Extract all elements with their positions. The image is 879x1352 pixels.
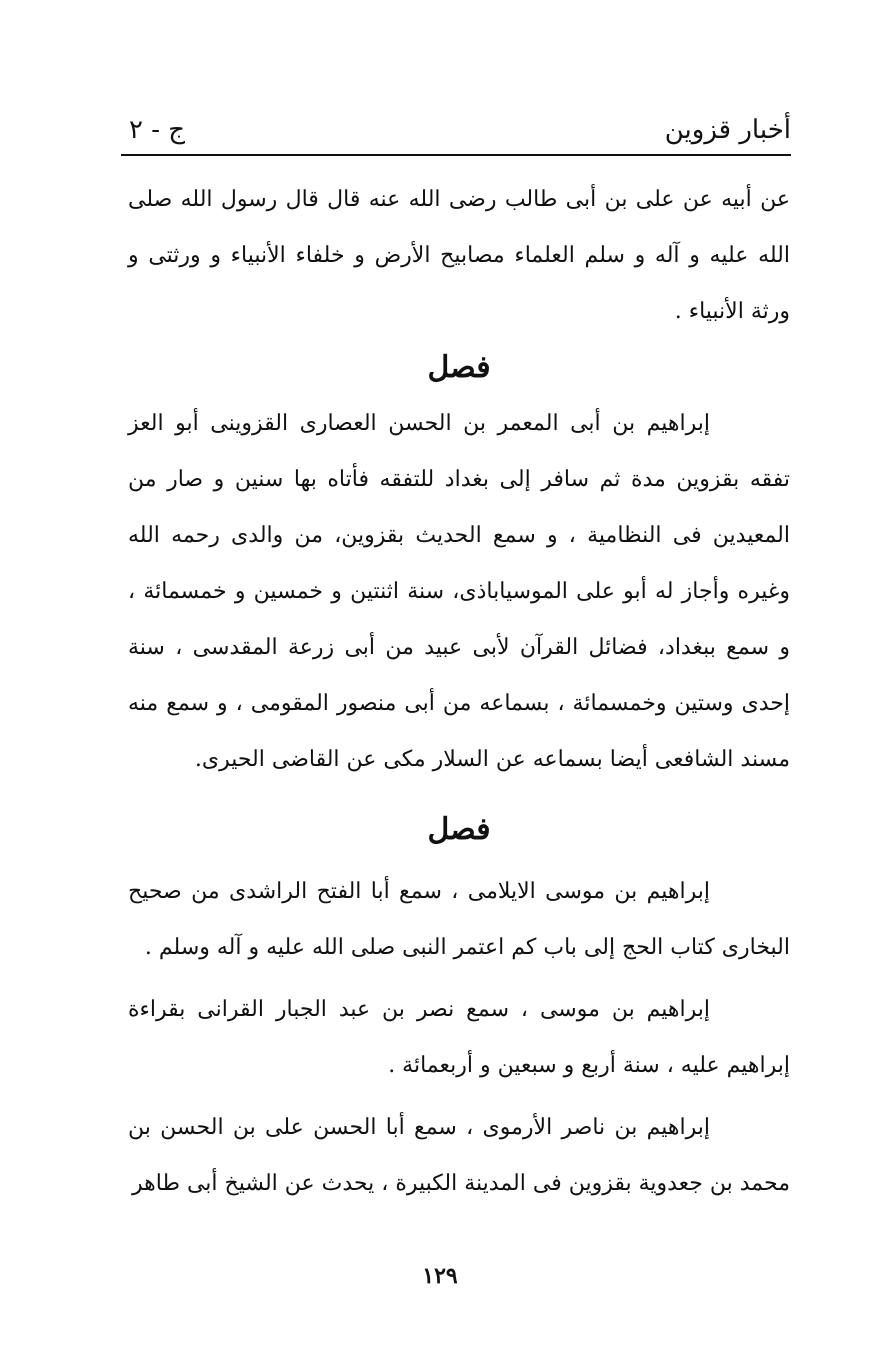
paragraph-2: إبراهيم بن أبى المعمر بن الحسن العصارى القزوينى أبو العز تفقه بقزوين مدة ثم سافر إلى بغداد للتفقه فأتاه بها سنين و صار من المعيدين فى النظامية ، و سمع الحديث بقزوين، من والدى رحمه الله وغيره وأجاز له أبو على الموسياباذى، سنة اثنتين و خمسين و خمسمائة ، و سمع ببغداد، فضائل القرآن لأبى عبيد من أبى زرعة المقدسى ، سنة إحدى وستين وخمسمائة ، بسماعه من أبى منصور المقومى ، و سمع منه مسند الشافعى أيضا بسماعه عن السلار مكى عن القاضى الحيرى.: [128, 411, 790, 772]
section-heading-1: فصل: [427, 350, 491, 385]
paragraph-1: عن أبيه عن على بن أبى طالب رضى الله عنه قال قال رسول الله صلى الله عليه و آله و سلم العلماء مصابيح الأرض و خلفاء الأنبياء و ورثتى و ورثة الأنبياء .: [128, 187, 790, 324]
paragraph-5: إبراهيم بن ناصر الأرموى ، سمع أبا الحسن على بن الحسن بن محمد بن جعدوية بقزوين فى المدينة الكبيرة ، يحدث عن الشيخ أبى طاهر: [128, 1115, 790, 1196]
paragraph-4: إبراهيم بن موسى ، سمع نصر بن عبد الجبار القرانى بقراءة إبراهيم عليه ، سنة أربع و سبعين و أربعمائة .: [128, 997, 790, 1078]
page-number: ١٢٩: [422, 1263, 458, 1289]
running-header: [121, 108, 791, 156]
volume-number: ج - ٢: [129, 115, 186, 145]
page-body: [128, 172, 790, 1212]
book-title: أخبار قزوين: [664, 115, 791, 145]
paragraph-3: إبراهيم بن موسى الايلامى ، سمع أبا الفتح الراشدى من صحيح البخارى كتاب الحج إلى باب كم اعتمر النبى صلى الله عليه و آله وسلم .: [128, 879, 790, 960]
section-heading-2: فصل: [427, 812, 491, 847]
